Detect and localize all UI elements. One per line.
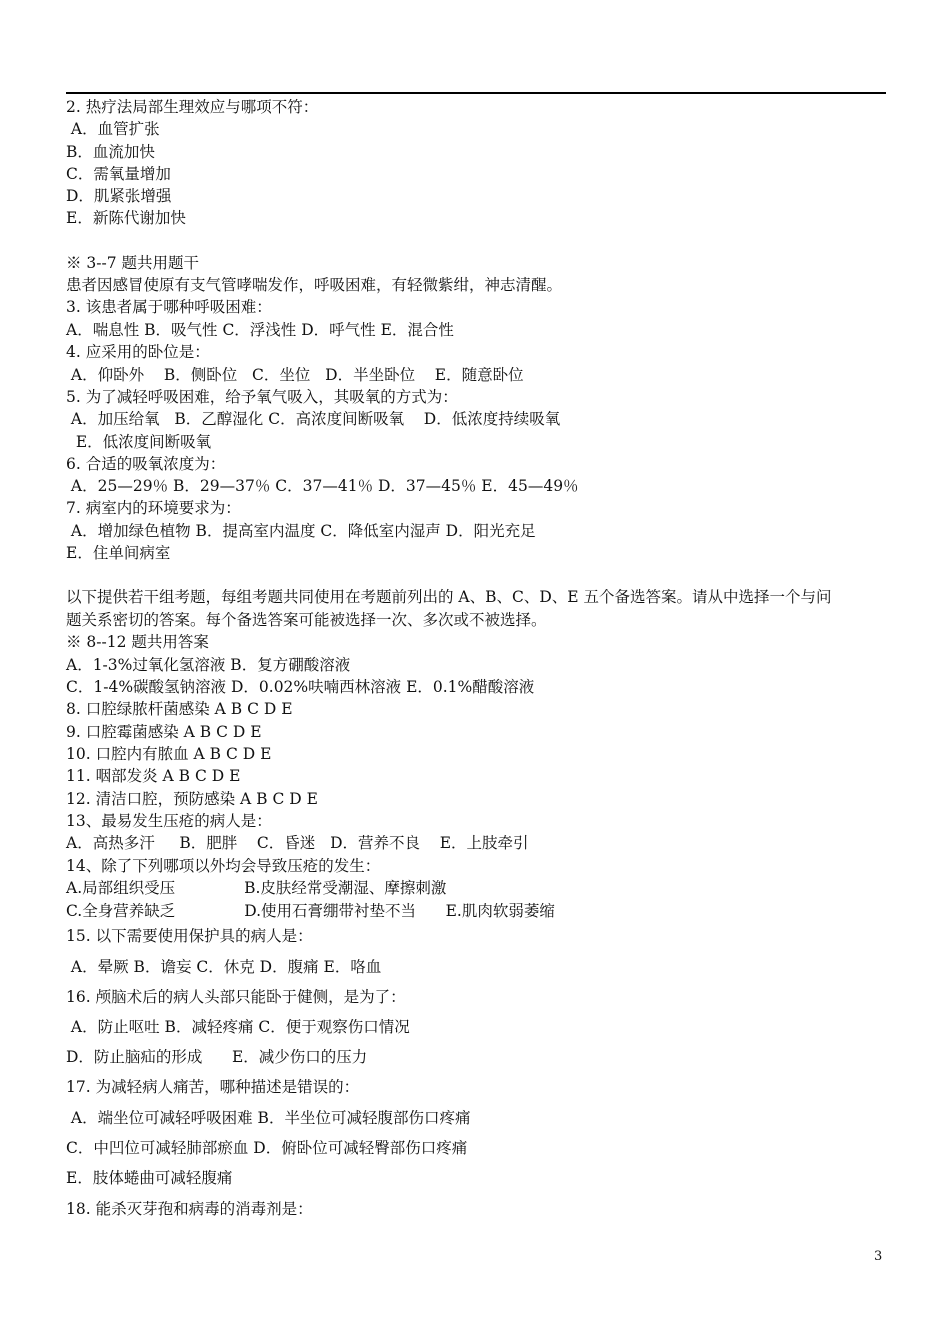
text-line: 15. 以下需要使用保护具的病人是：: [66, 927, 313, 945]
text-line: 18. 能杀灭芽孢和病毒的消毒剂是：: [66, 1200, 313, 1218]
text-line: A．1-3%过氧化氢溶液 B．复方硼酸溶液: [66, 656, 351, 674]
text-line: 11. 咽部发炎 A B C D E: [66, 767, 241, 785]
text-line: A．增加绿色植物 B．提高室内温度 C．降低室内湿声 D．阳光充足: [66, 522, 536, 540]
text-line: C．中凹位可减轻肺部瘀血 D．俯卧位可减轻臀部伤口疼痛: [66, 1139, 468, 1157]
text-line: 10. 口腔内有脓血 A B C D E: [66, 745, 272, 763]
text-line: ※ 8--12 题共用答案: [66, 633, 209, 651]
text-line: A．喘息性 B．吸气性 C．浮浅性 D．呼气性 E．混合性: [66, 321, 454, 339]
text-line: 13、最易发生压疮的病人是：: [66, 812, 272, 830]
text-line: D．防止脑疝的形成 E．减少伤口的压力: [66, 1048, 368, 1066]
text-line: C.全身营养缺乏 D.使用石膏绷带衬垫不当 E.肌肉软弱萎缩: [66, 902, 555, 920]
text-line: A．血管扩张: [66, 120, 160, 138]
text-line: 8. 口腔绿脓杆菌感染 A B C D E: [66, 700, 293, 718]
text-line: 患者因感冒使原有支气管哮喘发作，呼吸困难，有轻微紫绀，神志清醒。: [66, 276, 563, 294]
text-line: D．肌紧张增强: [66, 187, 172, 205]
text-line: 2. 热疗法局部生理效应与哪项不符：: [66, 98, 319, 116]
text-line: 16. 颅脑术后的病人头部只能卧于健侧，是为了：: [66, 988, 406, 1006]
text-line: A．高热多汗 B．肥胖 C．昏迷 D．营养不良 E．上肢牵引: [66, 834, 529, 852]
text-line: 17. 为减轻病人痛苦，哪种描述是错误的：: [66, 1078, 360, 1096]
text-line: 以下提供若干组考题，每组考题共同使用在考题前列出的 A、B、C、D、E 五个备选答案。请从中选择一个与问: [66, 588, 832, 606]
text-line: A.局部组织受压 B.皮肤经常受潮湿、摩擦刺激: [66, 879, 447, 897]
text-line: 6. 合适的吸氧浓度为：: [66, 455, 226, 473]
text-line: 题关系密切的答案。每个备选答案可能被选择一次、多次或不被选择。: [66, 611, 547, 629]
text-line: A．仰卧外 B．侧卧位 C．坐位 D．半坐卧位 E．随意卧位: [66, 366, 524, 384]
text-line: 12. 清洁口腔，预防感染 A B C D E: [66, 790, 318, 808]
text-line: 3. 该患者属于哪种呼吸困难：: [66, 298, 272, 316]
text-line: 5. 为了减轻呼吸困难，给予氧气吸入，其吸氧的方式为：: [66, 388, 458, 406]
text-line: A．晕厥 B．谵妄 C．休克 D．腹痛 E．咯血: [66, 958, 382, 976]
page-number: 3: [874, 1249, 883, 1264]
text-line: C．1-4%碳酸氢钠溶液 D．0.02%呋喃西林溶液 E．0.1%醋酸溶液: [66, 678, 535, 696]
text-line: 4. 应采用的卧位是：: [66, 343, 210, 361]
text-line: A．端坐位可减轻呼吸困难 B．半坐位可减轻腹部伤口疼痛: [66, 1109, 471, 1127]
text-line: B．血流加快: [66, 143, 155, 161]
text-line: C．需氧量增加: [66, 165, 171, 183]
text-line: A．加压给氧 B．乙醇湿化 C．高浓度间断吸氧 D．低浓度持续吸氧: [66, 410, 561, 428]
text-line: 9. 口腔霉菌感染 A B C D E: [66, 723, 262, 741]
text-line: E．新陈代谢加快: [66, 209, 186, 227]
text-line: ※ 3--7 题共用题干: [66, 254, 200, 272]
text-line: 14、除了下列哪项以外均会导致压疮的发生：: [66, 857, 381, 875]
text-line: E．住单间病室: [66, 544, 171, 562]
text-line: E．肢体蜷曲可减轻腹痛: [66, 1169, 233, 1187]
text-line: 7. 病室内的环境要求为：: [66, 499, 241, 517]
text-line: A．25—29％ B．29—37％ C．37—41％ D．37—45％ E．45—49％: [66, 477, 579, 495]
text-line: E．低浓度间断吸氧: [66, 433, 212, 451]
text-line: A．防止呕吐 B．减轻疼痛 C．便于观察伤口情况: [66, 1018, 410, 1036]
header-rule: [66, 92, 886, 94]
